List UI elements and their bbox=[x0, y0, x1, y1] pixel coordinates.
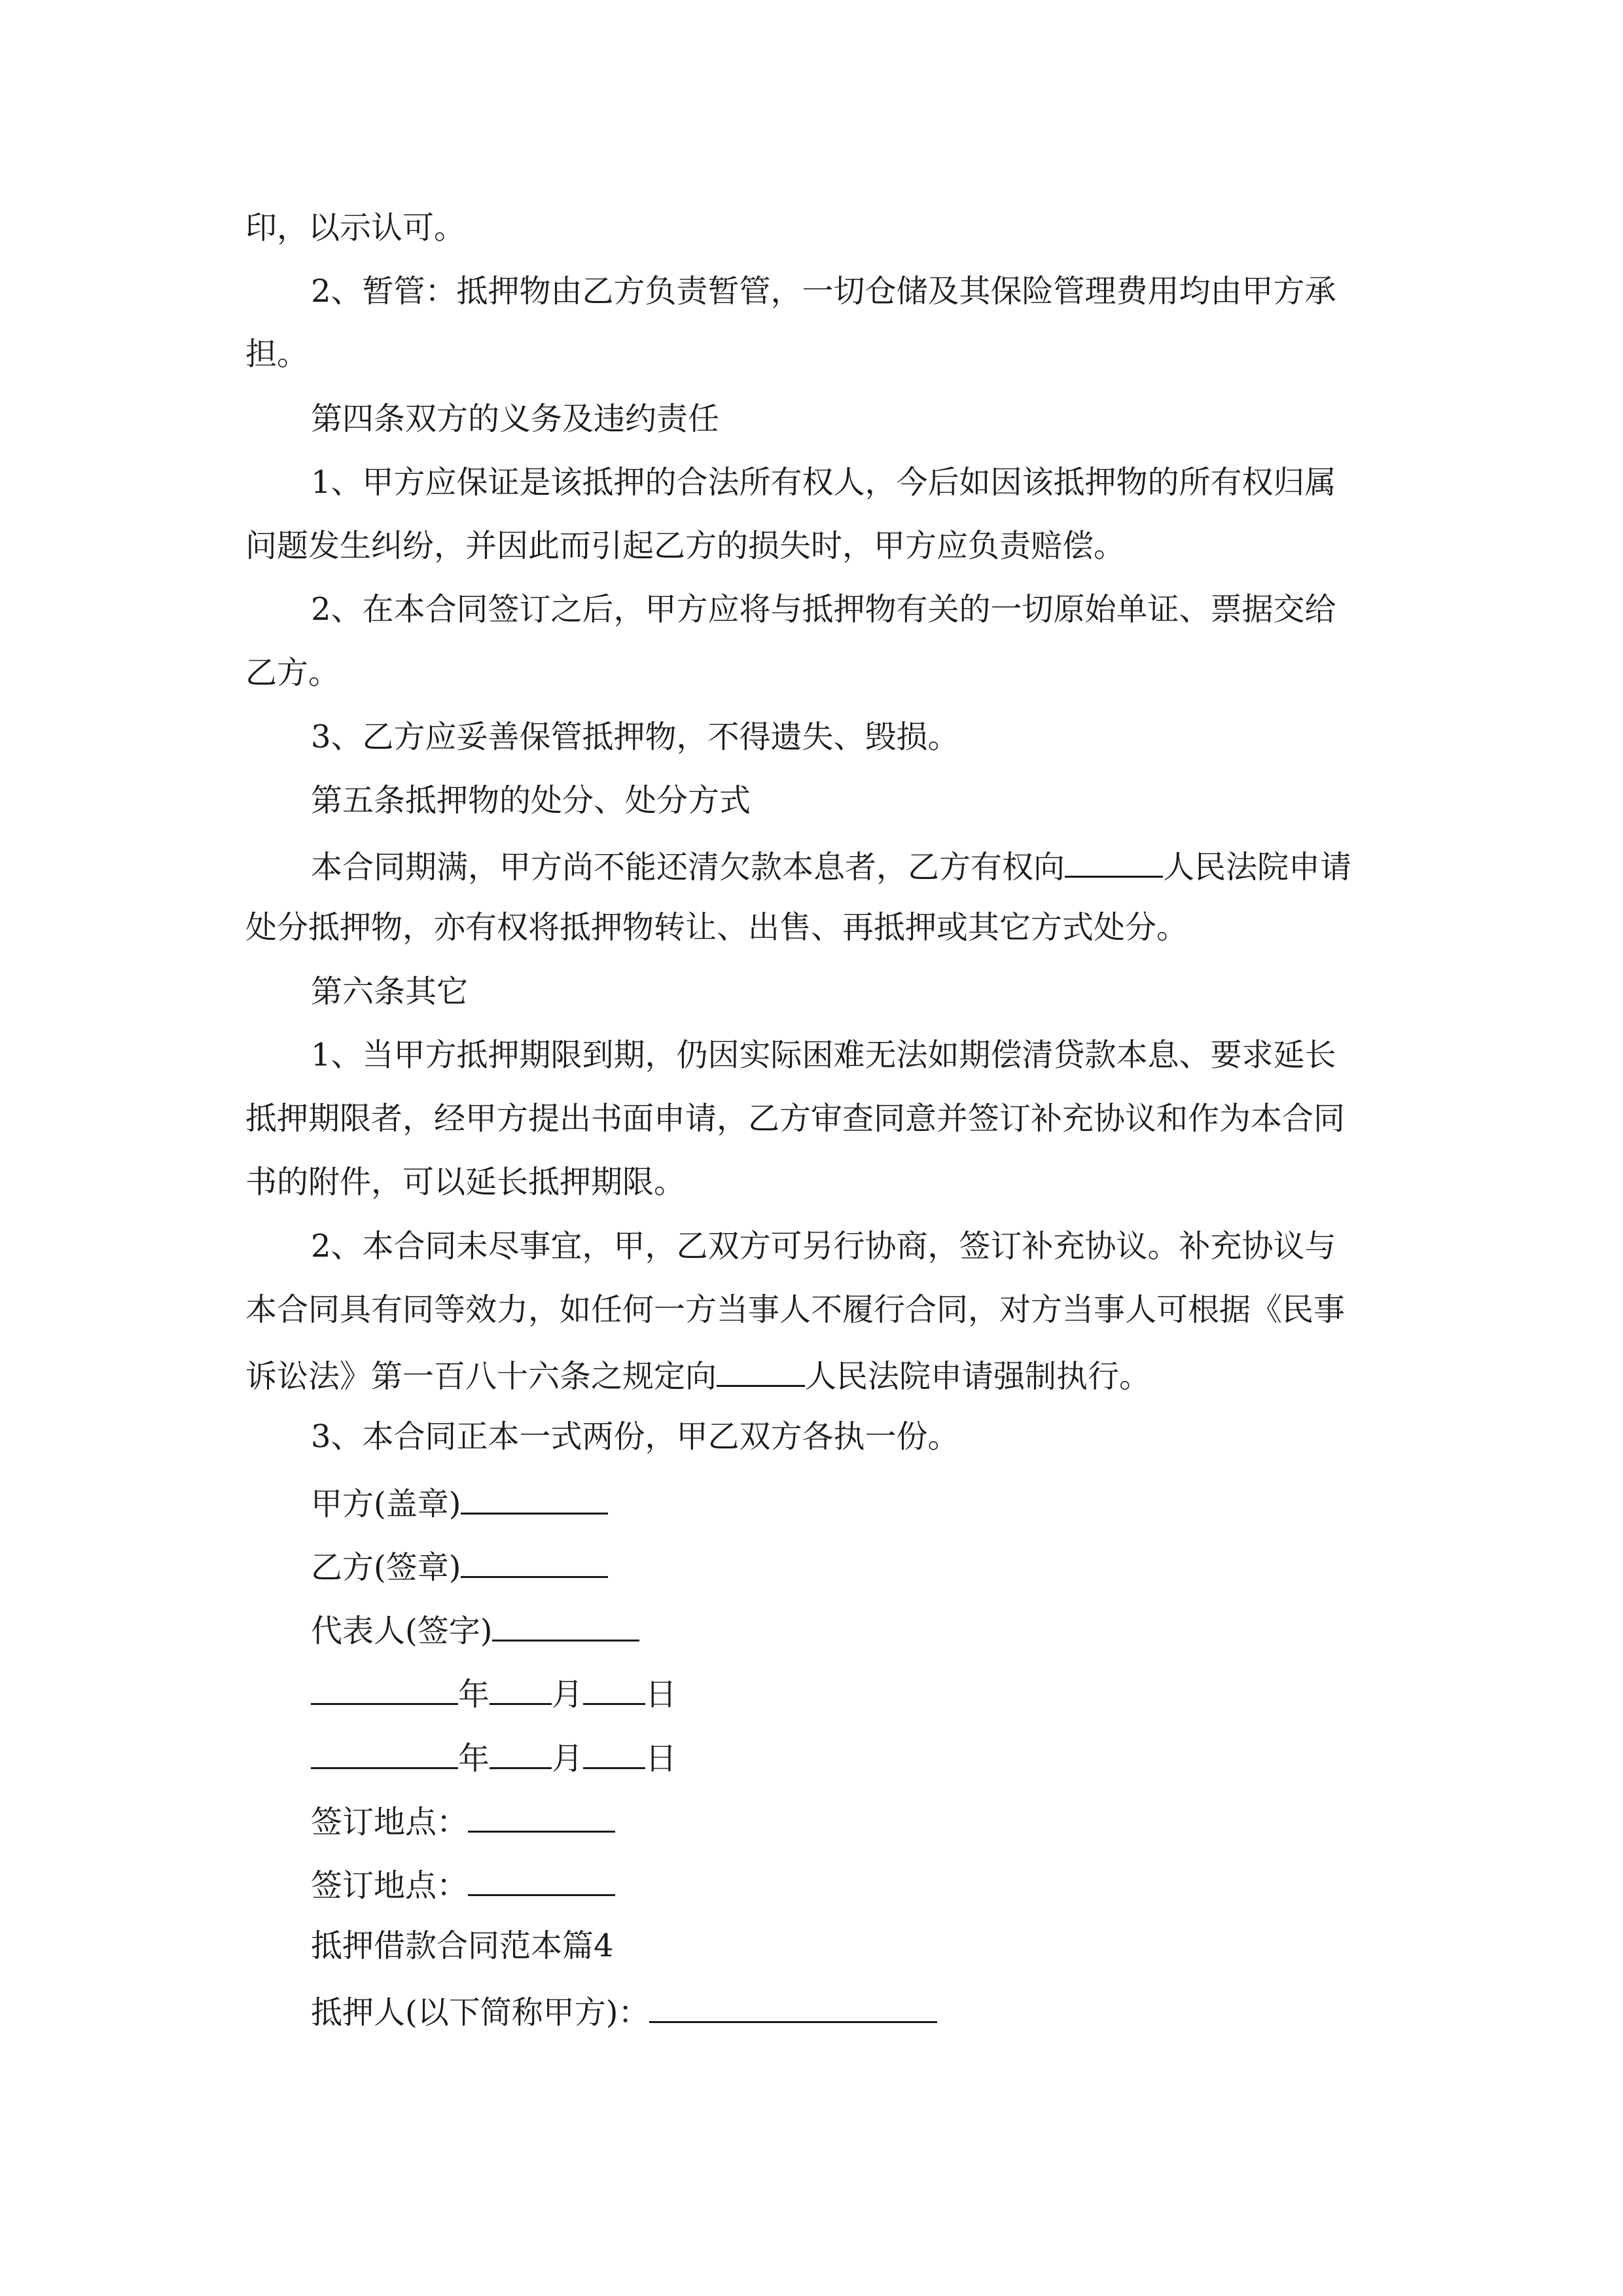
text: 1、甲方应保证是该抵押的合法所有权人，今后如因该抵押物的所有权归属 bbox=[311, 464, 1336, 501]
text: 2、本合同未尽事宜，甲，乙双方可另行协商，签订补充协议。补充协议与 bbox=[311, 1228, 1336, 1265]
text: 第六条其它 bbox=[311, 973, 469, 1010]
paragraph-line bbox=[245, 653, 340, 692]
paragraph-line bbox=[311, 844, 1351, 884]
text: 抵押借款合同范本篇4 bbox=[311, 1928, 614, 1964]
signing-place-line bbox=[311, 1799, 615, 1839]
text: 3、乙方应妥善保管抵押物，不得遗失、毁损。 bbox=[311, 719, 959, 755]
paragraph-line bbox=[245, 1354, 1150, 1393]
article-heading bbox=[311, 781, 751, 820]
day-blank bbox=[583, 1672, 645, 1705]
text: 2、在本合同签订之后，甲方应将与抵押物有关的一切原始单证、票据交给 bbox=[311, 591, 1336, 628]
court-blank bbox=[1065, 844, 1163, 878]
year-label: 年 bbox=[458, 1676, 490, 1713]
text: 第五条抵押物的处分、处分方式 bbox=[311, 782, 751, 819]
paragraph-line bbox=[311, 272, 1336, 311]
month-blank bbox=[490, 1672, 552, 1705]
year-blank bbox=[311, 1736, 458, 1769]
label: 代表人(签字) bbox=[311, 1613, 493, 1649]
text: 人民法院申请 bbox=[1163, 849, 1352, 886]
mortgagor-line bbox=[311, 1990, 937, 2029]
text: 第四条双方的义务及违约责任 bbox=[311, 401, 720, 437]
month-label: 月 bbox=[552, 1676, 584, 1713]
year-label: 年 bbox=[458, 1740, 490, 1777]
text: 1、当甲方抵押期限到期，仍因实际困难无法如期偿清贷款本息、要求延长 bbox=[311, 1037, 1336, 1073]
paragraph-line bbox=[245, 1162, 685, 1202]
paragraph-line bbox=[311, 1417, 959, 1456]
paragraph-line bbox=[311, 1035, 1336, 1075]
text: 本合同期满，甲方尚不能还清欠款本息者，乙方有权向 bbox=[311, 849, 1065, 886]
mortgagor-blank bbox=[649, 1990, 937, 2023]
text: 担。 bbox=[245, 336, 309, 372]
article-heading bbox=[311, 972, 468, 1011]
signature-blank bbox=[492, 1608, 639, 1641]
text: 2、暂管：抵押物由乙方负责暂管，一切仓储及其保险管理费用均由甲方承 bbox=[311, 273, 1336, 310]
paragraph-line bbox=[245, 526, 1125, 565]
label: 甲方(盖章) bbox=[311, 1486, 461, 1522]
paragraph-line bbox=[245, 334, 308, 374]
paragraph-line bbox=[311, 717, 959, 757]
text: 诉讼法》第一百八十六条之规定向 bbox=[245, 1358, 717, 1395]
place-blank bbox=[468, 1863, 615, 1896]
text: 问题发生纠纷，并因此而引起乙方的损失时，甲方应负责赔偿。 bbox=[245, 528, 1126, 564]
paragraph-line bbox=[245, 908, 1188, 947]
paragraph-line bbox=[245, 1099, 1345, 1138]
month-blank bbox=[490, 1736, 552, 1769]
text: 3、本合同正本一式两份，甲乙双方各执一份。 bbox=[311, 1418, 959, 1455]
text: 书的附件，可以延长抵押期限。 bbox=[245, 1164, 686, 1200]
signing-place-line bbox=[311, 1863, 615, 1902]
label: 乙方(签章) bbox=[311, 1549, 461, 1586]
paragraph-line bbox=[311, 463, 1336, 502]
signature-line-party-b bbox=[311, 1545, 608, 1584]
label: 抵押人(以下简称甲方)： bbox=[311, 1994, 650, 2031]
year-blank bbox=[311, 1672, 458, 1705]
paragraph-line bbox=[311, 590, 1336, 629]
signature-blank bbox=[461, 1545, 608, 1578]
text: 抵押期限者，经甲方提出书面申请，乙方审查同意并签订补充协议和作为本合同 bbox=[245, 1100, 1346, 1137]
court-blank bbox=[717, 1354, 805, 1387]
label: 签订地点： bbox=[311, 1867, 469, 1904]
text: 印，以示认可。 bbox=[245, 209, 466, 246]
section-title bbox=[311, 1926, 614, 1965]
date-line bbox=[311, 1736, 677, 1775]
paragraph-line bbox=[311, 1227, 1336, 1266]
month-label: 月 bbox=[552, 1740, 584, 1777]
paragraph-line bbox=[245, 1290, 1345, 1329]
text: 处分抵押物，亦有权将抵押物转让、出售、再抵押或其它方式处分。 bbox=[245, 909, 1188, 946]
day-blank bbox=[583, 1736, 645, 1769]
label: 签订地点： bbox=[311, 1804, 469, 1840]
article-heading bbox=[311, 399, 719, 439]
signature-line-party-a bbox=[311, 1481, 608, 1520]
text: 人民法院申请强制执行。 bbox=[805, 1358, 1151, 1395]
paragraph-line bbox=[245, 208, 465, 247]
day-label: 日 bbox=[645, 1740, 677, 1777]
place-blank bbox=[468, 1799, 615, 1833]
signature-blank bbox=[461, 1481, 608, 1515]
text: 乙方。 bbox=[245, 655, 340, 691]
day-label: 日 bbox=[645, 1676, 677, 1713]
date-line bbox=[311, 1672, 677, 1711]
signature-line-representative bbox=[311, 1608, 639, 1647]
text: 本合同具有同等效力，如任何一方当事人不履行合同，对方当事人可根据《民事 bbox=[245, 1291, 1346, 1328]
